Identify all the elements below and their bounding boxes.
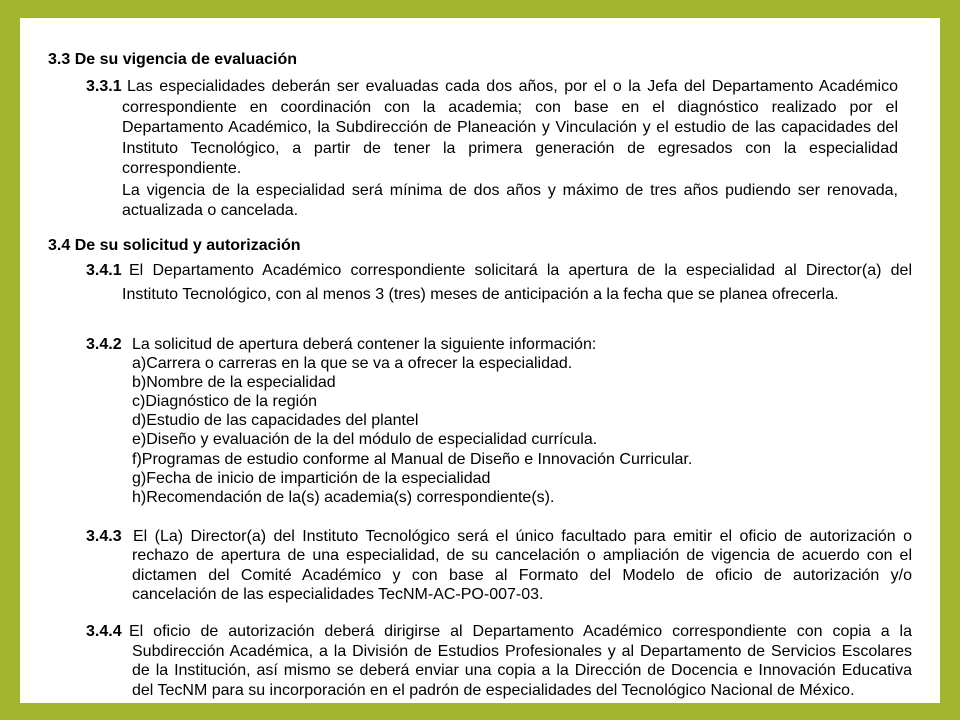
clause-line: correspondiente. (122, 160, 242, 177)
clause-line: cancelación de las especialidades TecNM-AC-PO-007-03. (132, 585, 544, 603)
clause-text: El oficio de autorización deberá dirigirse al Departamento Académico correspondiente con copia a la (129, 623, 912, 640)
clause-line: Instituto Tecnológico, a partir de tener la primera generación de egresados con la especialidad (122, 139, 898, 157)
clause-number: 3.4.2 (86, 336, 122, 353)
clause-line (86, 622, 912, 642)
note-line: La vigencia de la especialidad será mínima de dos años y máximo de tres años pudiendo ser renovada, (122, 182, 898, 199)
section-heading-3-4: 3.4 De su solicitud y autorización (48, 237, 301, 254)
clause-line: Subdirección Académica, a la División de Estudios Profesionales y al Departamento de Servicios Escolares (132, 642, 912, 660)
requirement-item: d)Estudio de las capacidades del plantel (132, 412, 419, 430)
clause-text: Las especialidades deberán ser evaluadas cada dos años, por el o la Jefa del Departamento Académico (127, 78, 898, 95)
clause-3-4-2 (86, 335, 912, 507)
clause-3-4-4 (86, 622, 912, 700)
requirements-list (86, 354, 912, 507)
requirement-item: f)Programas de estudio conforme al Manual de Diseño e Innovación Curricular. (132, 450, 693, 468)
requirement-item: h)Recomendación de la(s) academia(s) correspondiente(s). (132, 488, 555, 506)
clause-number: 3.3.1 (86, 78, 122, 95)
clause-line: correspondiente en coordinación con la academia; con base en el diagnóstico realizado por el (122, 98, 898, 116)
clause-3-3-1 (86, 77, 898, 180)
requirement-item: g)Fecha de inicio de impartición de la especialidad (132, 469, 491, 487)
clause-line: dictamen del Comité Académico y con base al Formato del Modelo de oficio de autorización y/o (132, 566, 912, 584)
clause-line (86, 77, 898, 98)
clause-line: de la Institución, así mismo se deberá enviar una copia a la Dirección de Docencia e Innovación Educativa (132, 662, 912, 680)
clause-number: 3.4.1 (86, 262, 122, 279)
clause-3-4-3 (86, 527, 912, 604)
clause-line (86, 335, 912, 354)
requirement-item: e)Diseño y evaluación de la del módulo de especialidad currícula. (132, 431, 598, 449)
clause-line: Instituto Tecnológico, con al menos 3 (tres) meses de anticipación a la fecha que se planea ofrecerla. (122, 286, 839, 303)
clause-3-4-1 (86, 259, 912, 307)
requirement-item: a)Carrera o carreras en la que se va a ofrecer la especialidad. (132, 355, 573, 373)
requirement-item: c)Diagnóstico de la región (132, 393, 317, 411)
clause-text: El Departamento Académico correspondiente solicitará la apertura de la especialidad al Director(a) del (129, 262, 912, 279)
requirement-item: b)Nombre de la especialidad (132, 374, 336, 392)
clause-line (86, 527, 912, 546)
clause-number: 3.4.3 (86, 528, 122, 545)
clause-line: Departamento Académico, la Subdirección de Planeación y Vinculación y el estudio de las capacidades del (122, 119, 898, 136)
clause-line: rechazo de apertura de una especialidad, de su cancelación o ampliación de vigencia de acuerdo con el (132, 547, 912, 565)
note-line: actualizada o cancelada. (122, 201, 299, 219)
clause-line (86, 259, 912, 283)
clause-text: El (La) Director(a) del Instituto Tecnológico será el único facultado para emitir el oficio de autorización o (133, 528, 912, 545)
clause-number: 3.4.4 (86, 623, 122, 640)
clause-line: del TecNM para su incorporación en el padrón de especialidades del Tecnológico Nacional de México. (132, 681, 855, 699)
vigencia-note (122, 181, 898, 220)
clause-intro: La solicitud de apertura deberá contener la siguiente información: (132, 336, 597, 353)
section-heading-3-3: 3.3 De su vigencia de evaluación (48, 51, 297, 68)
